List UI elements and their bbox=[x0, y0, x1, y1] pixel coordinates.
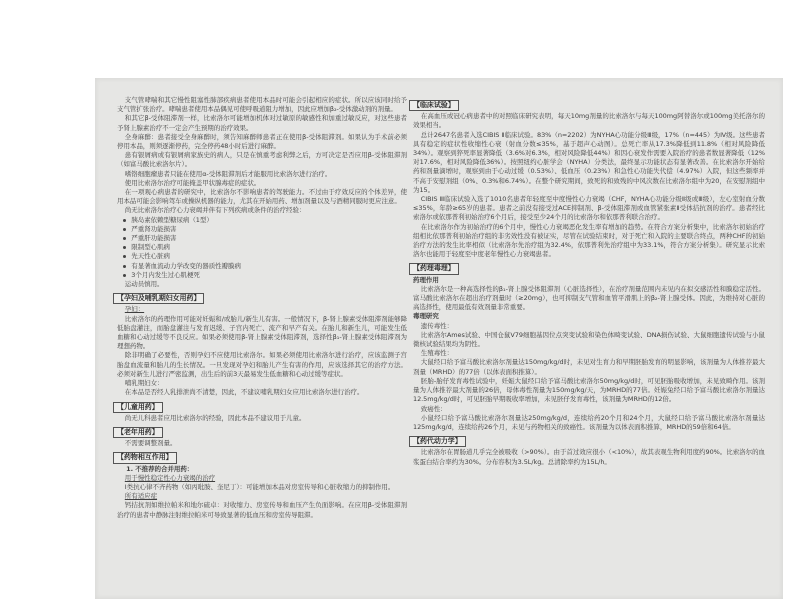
subheading: 遗传毒性： bbox=[420, 321, 454, 330]
paragraph: 使用比索洛尔治疗可能掩盖甲状腺毒症的症状。 bbox=[124, 178, 261, 187]
paragraph: 在一项观心病患者的研究中，比索洛尔不影响患者的驾驶能力。不过由于疗效反应的个体差异，使用本品可能会影响驾车或操纵机器的能力，尤其在开始用药、增加剂量以及与酒精同服时更应注意。 bbox=[117, 188, 407, 206]
section-header-clinical-trials: 【临床试验】 bbox=[409, 100, 459, 111]
leaflet-page bbox=[95, 78, 783, 599]
list-item: 3个月内发生过心肌梗死 bbox=[131, 271, 407, 280]
list-item: 有显著血流动力学改变的器质性瓣膜病 bbox=[131, 262, 407, 271]
paragraph: 在比索洛尔作为初始治疗的6个月中，慢性心力衰竭恶化发生率有增加的趋势。在符合方案分析集中，比索洛尔初始治疗组相比依那普利初始治疗组的非劣效性没有被证实，尽管在试验结束时，对于死亡和入院的主要联合终点，两种CHF的初始治疗方法的发生比率相似（比索洛尔先治疗组为32.4%，依那普利先治疗组中为33.1%，符合方案分析集）。研究显示比索洛尔也能用于轻度至中度老年慢性心力衰竭患者。 bbox=[413, 222, 765, 259]
paragraph: 在高血压或冠心病患者中的对照临床研究表明，每天10mg剂量的比索洛尔与每天100mg阿替洛尔或100mg美托洛尔的效果相当。 bbox=[413, 112, 765, 130]
paragraph: 在本品是否经人乳排泄尚不清楚，因此，不建议哺乳期妇女应用比索洛尔进行治疗。 bbox=[124, 388, 364, 397]
paragraph: 除非明确了必要性，否则孕妇不应使用比索洛尔。如果必须使用比索洛尔进行治疗，应该监测子宫胎盘血流量和胎儿的生长情况。一旦发现对孕妇和胎儿产生有害的作用，应该选择其它的治疗方法。必须对新生儿进行严密监测，出生后的前3天最易发生低血糖和心动过缓等症状。 bbox=[117, 351, 407, 378]
paragraph: 尚无比索洛尔治疗心力衰竭并伴有下列疾病或条件的治疗经验： bbox=[124, 206, 306, 215]
paragraph: 总计2647名患者入选CIBIS Ⅱ临床试验。83%（n=2202）为NYHA心功能分级Ⅲ级，17%（n=445）为Ⅳ级。这些患者具有稳定的症状性收缩性心衰（射血分数≤35%，基于超声心动图）。总死亡率从17.3%降低到11.8%（相对风险降低34%）。观察到猝死率显著降低（3.6%对6.3%，相对风险降低44%）和因心衰发作需要入院治疗的患者数显著降低（12%对17.6%，相对风险降低36%）。按照纽约心脏学会（NYHA）分类法，最终显示功能状态有显著改善。在比索洛尔开始给药和剂量滴增时，观察到由于心动过缓（0.53%）、低血压（0.23%）和急性心功能失代偿（4.97%）入院，但这些频率并不高于安慰剂组（0%、0.3%和6.74%）。在整个研究期间，致死的和致残的中风次数在比索洛尔组中为20，在安慰剂组中为15。 bbox=[413, 130, 765, 194]
subheading: 药理作用 bbox=[413, 275, 439, 284]
paragraph: Ⅰ类抗心律不齐药物（如丙吡胺、奎尼丁）：可能增加本品对房室传导和心脏收缩力的抑制作用。 bbox=[124, 482, 395, 491]
paragraph: CIBIS Ⅲ临床试验入选了1010名患者年轻度至中度慢性心力衰竭（CHF，NYHA心功能分级Ⅱ级或Ⅲ级），左心室射血分数≤35%，年龄≥65岁的患者。患者之前没有接受过ACE抑制剂、β-受体阻滞剂或血管紧张素Ⅱ受体拮抗剂的治疗。患者经比索洛尔或依那普利初始治疗6个月后，接受至少24个月的比索洛尔和依那普利联合治疗。 bbox=[413, 195, 765, 222]
subheading: 毒理研究 bbox=[413, 312, 439, 321]
section-header-pharmacokinetics: 【药代动力学】 bbox=[409, 436, 466, 447]
paragraph: 不需要调整剂量。 bbox=[124, 439, 177, 448]
paragraph: 运动员慎用。 bbox=[124, 280, 164, 289]
paragraph: 胚胎-胎仔发育毒性试验中，妊娠大鼠经口给予富马酸比索洛尔50mg/kg/d时，可见胚胎吸收增加，未见致畸作用。该剂量为人体推荐最大剂量的26倍，母体毒性剂量为150mg/kg/天，为MRHD的77倍。妊娠兔经口给予富马酸比索洛尔剂量达12.5mg/kg/d时，可见胚胎早期吸收率增加，未见胚仔发育毒性，该剂量为MRHD的12倍。 bbox=[413, 376, 765, 404]
section-header-children: 【儿童用药】 bbox=[113, 402, 163, 413]
paragraph: 比索洛尔是一种高选择性的β₁-肾上腺受体阻滞剂（心脏选择性），在治疗剂量范围内未见内在拟交感活性和膜稳定活性。富马酸比索洛尔在超出治疗剂量时（≥20mg），也可抑制支气管和血管平滑肌上的β₂-肾上腺受体。因此，为维持对心脏的高选择性，使用最低有效剂量非常重要。 bbox=[413, 284, 765, 312]
paragraph: 和其它β-受体阻滞剂一样，比索洛尔可能增加机体对过敏原的敏感性和加重过敏反应，对这些患者予肾上腺素治疗不一定会产生预期的治疗效果。 bbox=[117, 114, 407, 132]
section-header-pharmacology: 【药理毒理】 bbox=[409, 263, 459, 274]
subheading: 致癌性： bbox=[420, 404, 447, 413]
section-header-pregnancy: 【孕妇及哺乳期妇女用药】 bbox=[113, 293, 204, 304]
paragraph: 比索洛尔的药理作用可能对妊娠和/或胎儿/新生儿有害。一般情况下，β-肾上腺素受体阻滞剂能够降低胎盘灌注，而胎盘灌注与发育迟缓、子宫内死亡、流产和早产有关。在胎儿和新生儿，可能发生低血糖和心动过缓等不良反应。如果必须使用β-肾上腺素受体阻滞剂，选择性β₁-肾上腺素受体阻滞剂为理想药物。 bbox=[117, 314, 407, 351]
paragraph: 大鼠经口给予富马酸比索洛尔剂量达150mg/kg/d时，未见对生育力和早期胚胎发育的明显影响，该剂量为人体推荐最大剂量（MRHD）的77倍（以体表面积推算）。 bbox=[413, 358, 765, 376]
right-column bbox=[413, 96, 765, 467]
paragraph: 比索洛尔在胃肠道几乎完全被吸收（>90%）。由于首过效应很小（<10%），故其表观生物利用度约90%。比索洛尔的血浆蛋白结合率约为30%。分布容积为3.5L/kg。总清除率约为15L/h。 bbox=[413, 448, 765, 466]
list-item: 严重肾功能损害 bbox=[131, 225, 407, 234]
subheading: 1. 不推荐的合并用药： bbox=[126, 464, 194, 473]
list-item: 先天性心脏病 bbox=[131, 252, 407, 261]
paragraph: 小鼠经口给予富马酸比索洛尔剂量达250mg/kg/d，连续给药20个月和24个月，大鼠经口给予富马酸比索洛尔剂量达125mg/kg/d，连续给药26个月，未见与药物相关的致癌性。该剂量为以体表面积推算，MRHD的59倍和64倍。 bbox=[413, 413, 765, 431]
left-column bbox=[117, 96, 407, 520]
paragraph: 钙拮抗剂如维拉帕米和地尔硫卓：对收缩力、房室传导和血压产生负面影响。在应用β-受体阻滞剂治疗的患者中静脉注射维拉帕米可导致显著的低血压和房室传导阻滞。 bbox=[117, 501, 407, 519]
subheading: 哺乳期妇女： bbox=[124, 379, 164, 388]
paragraph: 嗜铬细胞瘤患者只能在使用α-受体阻滞剂后才能服用比索洛尔进行治疗。 bbox=[124, 169, 332, 178]
list-item: 胰岛素依赖型糖尿病（1型） bbox=[131, 216, 407, 225]
list-item: 严重肝功能损害 bbox=[131, 234, 407, 243]
paragraph: 支气管哮喘和其它慢性阻塞性肺部疾病患者使用本品时可能会引起相应的症状。所以应该同时给予支气管扩张治疗。哮喘患者使用本品偶见可使呼吸道阻力增加，因此应增加β₂-受体激动剂的剂量。 bbox=[117, 96, 407, 114]
subheading: 生殖毒性： bbox=[420, 349, 454, 358]
section-header-elderly: 【老年用药】 bbox=[113, 427, 163, 438]
subheading: 所有适应症 bbox=[124, 492, 158, 501]
paragraph: 全身麻醉：患者接受全身麻醉时，须告知麻醉师患者正在使用β-受体阻滞剂。如果认为手术前必须停用本品，则须逐渐停药，完全停药48小时后进行麻醉。 bbox=[117, 132, 407, 151]
paragraph: 比索洛尔Ames试验、中国仓鼠V79细胞基因位点突变试验和染色体畸变试验、DNA损伤试验、大鼠细胞遗传试验与小鼠微核试验结果均为阴性。 bbox=[413, 330, 765, 349]
subheading: 孕妇： bbox=[124, 305, 145, 314]
paragraph: 尚无儿科患者应用比索洛尔的经验，因此本品不建议用于儿童。 bbox=[124, 413, 306, 422]
section-header-interactions: 【药物相互作用】 bbox=[113, 452, 177, 463]
paragraph: 患有银屑病或有银屑病家族史的病人，只是在慎重考虑利弊之后，方可决定是否应用β-受体阻滞剂（如富马酸比索洛尔片）。 bbox=[117, 151, 407, 169]
list-item: 限制型心肌病 bbox=[131, 243, 407, 252]
subheading: 用于慢性稳定性心力衰竭的治疗 bbox=[124, 473, 216, 482]
